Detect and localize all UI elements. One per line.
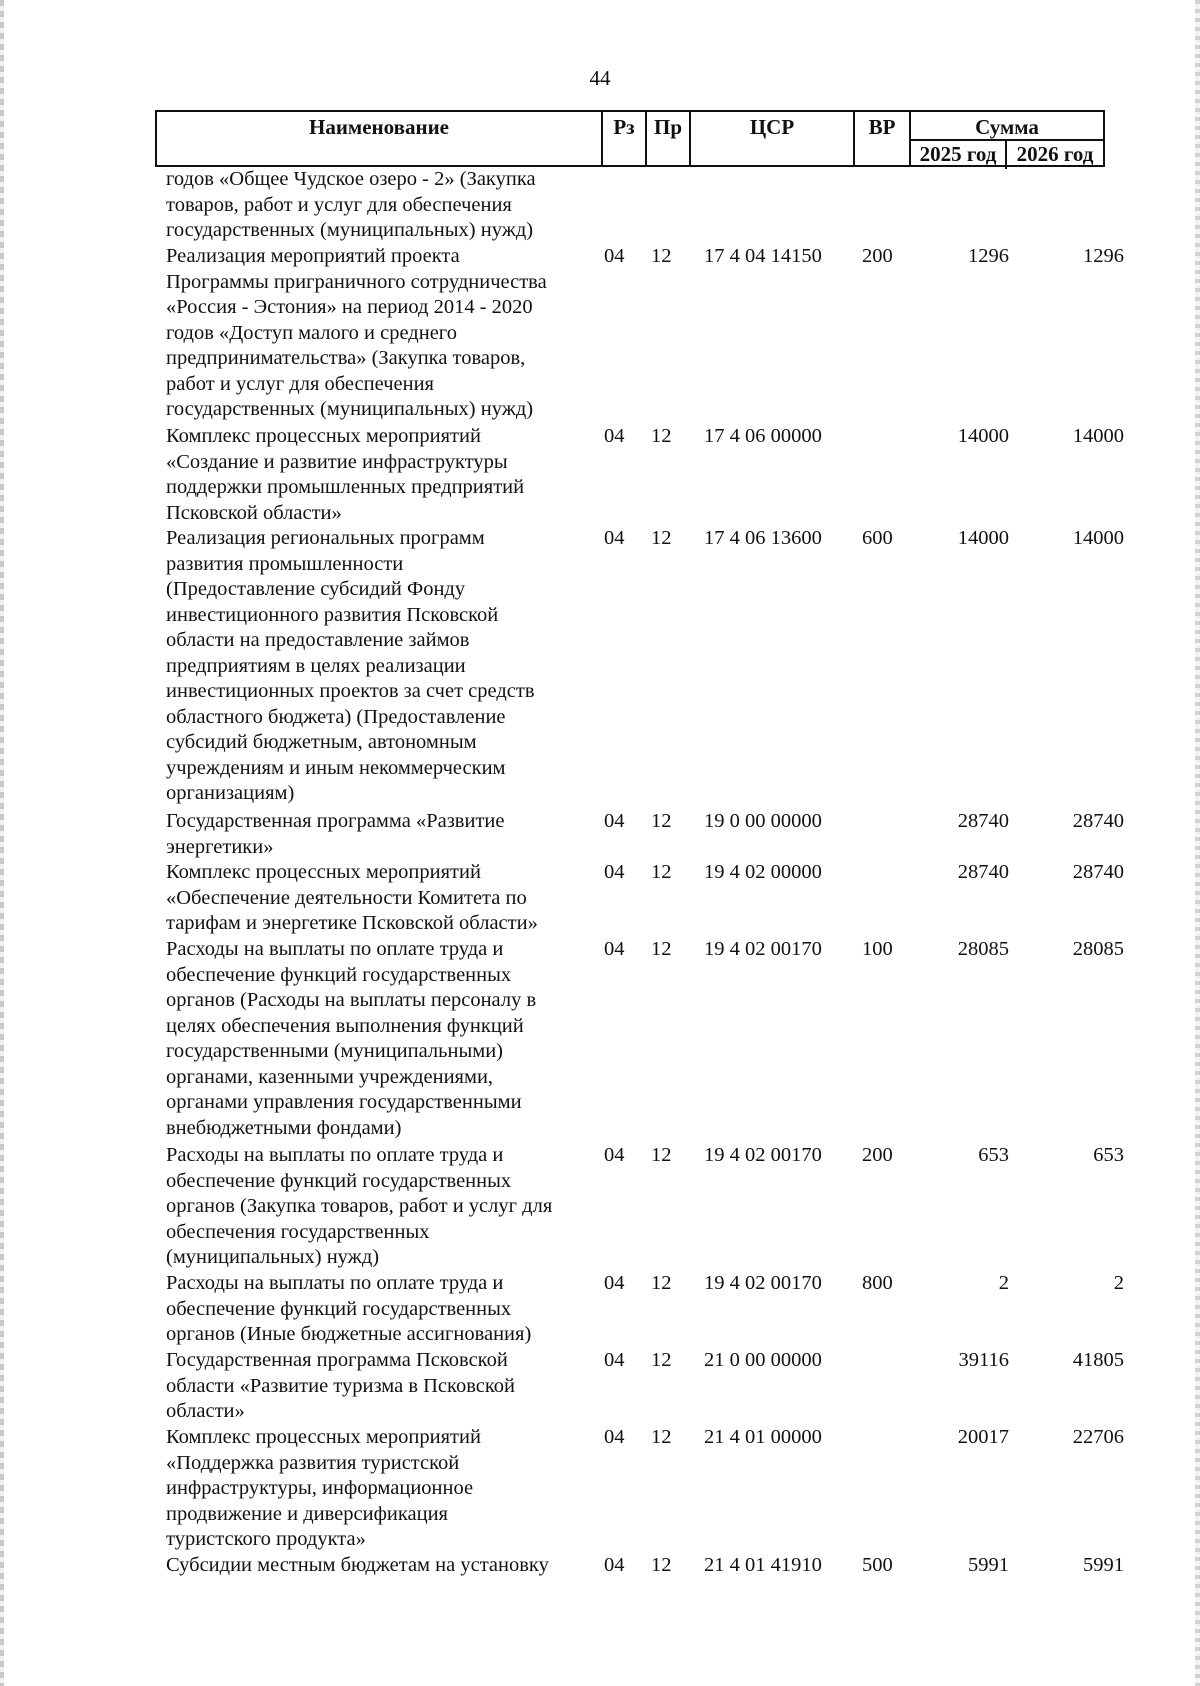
row-csr: 19 4 02 00000 [704, 861, 822, 883]
header-sum-group [909, 110, 1105, 167]
row-sum-2026: 22706 [1072, 1426, 1124, 1448]
row-sum-2026: 5991 [1083, 1554, 1124, 1576]
header-name: Наименование [155, 110, 601, 167]
row-rz: 04 [604, 1426, 625, 1448]
row-csr: 19 4 02 00170 [704, 1144, 822, 1166]
row-rz: 04 [604, 1272, 625, 1294]
row-pr: 12 [651, 1272, 672, 1294]
row-rz: 04 [604, 425, 625, 447]
row-name: Субсидии местным бюджетам на установку [166, 1554, 549, 1576]
row-vr: 100 [862, 938, 893, 960]
row-pr: 12 [651, 1349, 672, 1371]
scan-edge-right [1195, 0, 1200, 1686]
row-sum-2025: 28085 [957, 938, 1009, 960]
row-pr: 12 [651, 1554, 672, 1576]
header-csr: ЦСР [689, 110, 853, 167]
row-sum-2025: 14000 [957, 425, 1009, 447]
row-rz: 04 [604, 938, 625, 960]
row-csr: 17 4 06 00000 [704, 425, 822, 447]
row-name: Реализация мероприятий проекта Программы приграничного сотрудничества «Россия - Эстония» на период 2014 - 2020 годов «Доступ малого и среднего предпринимательства» (Закупка товаров, работ и услуг для обеспечения государственных (муниципальных) нужд) [166, 245, 547, 420]
row-sum-2025: 20017 [957, 1426, 1009, 1448]
row-vr: 800 [862, 1272, 893, 1294]
header-rz: Рз [601, 110, 645, 167]
row-csr: 21 4 01 00000 [704, 1426, 822, 1448]
row-sum-2026: 1296 [1083, 245, 1124, 267]
row-csr: 19 0 00 00000 [704, 810, 822, 832]
row-name: Государственная программа Псковской области «Развитие туризма в Псковской области» [166, 1349, 516, 1422]
row-csr: 17 4 06 13600 [704, 527, 822, 549]
header-pr: Пр [645, 110, 689, 167]
row-rz: 04 [604, 861, 625, 883]
row-csr: 21 0 00 00000 [704, 1349, 822, 1371]
row-vr: 500 [862, 1554, 893, 1576]
row-sum-2026: 41805 [1072, 1349, 1124, 1371]
row-pr: 12 [651, 938, 672, 960]
row-pr: 12 [651, 425, 672, 447]
table-header [155, 110, 1105, 167]
row-sum-2025: 28740 [957, 810, 1009, 832]
row-name: Государственная программа «Развитие энергетики» [166, 810, 505, 858]
row-csr: 19 4 02 00170 [704, 938, 822, 960]
header-year-2026: 2026 год [1016, 142, 1094, 166]
row-pr: 12 [651, 527, 672, 549]
row-sum-2026: 28740 [1072, 810, 1124, 832]
row-pr: 12 [651, 1426, 672, 1448]
row-rz: 04 [604, 1144, 625, 1166]
row-pr: 12 [651, 861, 672, 883]
row-csr: 17 4 04 14150 [704, 245, 822, 267]
row-csr: 21 4 01 41910 [704, 1554, 822, 1576]
row-name: Расходы на выплаты по оплате труда и обеспечение функций государственных органов (Иные бюджетные ассигнования) [166, 1272, 532, 1345]
row-pr: 12 [651, 1144, 672, 1166]
row-rz: 04 [604, 810, 625, 832]
row-rz: 04 [604, 1349, 625, 1371]
row-rz: 04 [604, 1554, 625, 1576]
header-year-2025: 2025 год [911, 141, 1007, 169]
row-sum-2025: 5991 [968, 1554, 1009, 1576]
row-name: Комплекс процессных мероприятий «Создание и развитие инфраструктуры поддержки промышленных предприятий Псковской области» [166, 425, 525, 524]
row-vr: 200 [862, 245, 893, 267]
row-vr: 200 [862, 1144, 893, 1166]
row-sum-2025: 14000 [957, 527, 1009, 549]
row-pr: 12 [651, 245, 672, 267]
row-sum-2026: 28740 [1072, 861, 1124, 883]
row-name: годов «Общее Чудское озеро - 2» (Закупка товаров, работ и услуг для обеспечения государственных (муниципальных) нужд) [166, 168, 536, 241]
row-sum-2026: 2 [1113, 1272, 1124, 1294]
row-sum-2026: 653 [1093, 1144, 1124, 1166]
row-name: Расходы на выплаты по оплате труда и обеспечение функций государственных органов (Закупка товаров, работ и услуг для обеспечения государственных (муниципальных) нужд) [166, 1144, 553, 1268]
scan-edge-left [0, 0, 4, 1686]
row-name: Реализация региональных программ развития промышленности (Предоставление субсидий Фонду инвестиционного развития Псковской области на предоставление займов предприятиям в целях реализации инвестиционных проектов за счет средств областного бюджета) (Предоставление субсидий бюджетным, автономным учреждениям и иным некоммерческим организациям) [166, 527, 535, 804]
row-name: Комплекс процессных мероприятий «Поддержка развития туристской инфраструктуры, информационное продвижение и диверсификация туристского продукта» [166, 1426, 481, 1550]
row-rz: 04 [604, 245, 625, 267]
row-sum-2025: 28740 [957, 861, 1009, 883]
row-rz: 04 [604, 527, 625, 549]
row-csr: 19 4 02 00170 [704, 1272, 822, 1294]
header-vr: ВР [853, 110, 909, 167]
page-number: 44 [589, 66, 611, 90]
row-sum-2026: 14000 [1072, 527, 1124, 549]
row-sum-2025: 2 [998, 1272, 1009, 1294]
row-name: Комплекс процессных мероприятий «Обеспечение деятельности Комитета по тарифам и энергетике Псковской области» [166, 861, 538, 934]
header-sum: Сумма [911, 112, 1103, 141]
row-sum-2026: 28085 [1072, 938, 1124, 960]
row-sum-2026: 14000 [1072, 425, 1124, 447]
row-name: Расходы на выплаты по оплате труда и обеспечение функций государственных органов (Расходы на выплаты персоналу в целях обеспечения выполнения функций государственными (муниципальными) органами, казенными учреждениями, органами управления государственными внебюджетными фондами) [166, 938, 537, 1139]
row-vr: 600 [862, 527, 893, 549]
row-sum-2025: 653 [978, 1144, 1009, 1166]
row-sum-2025: 39116 [958, 1349, 1009, 1371]
row-sum-2025: 1296 [968, 245, 1009, 267]
row-pr: 12 [651, 810, 672, 832]
